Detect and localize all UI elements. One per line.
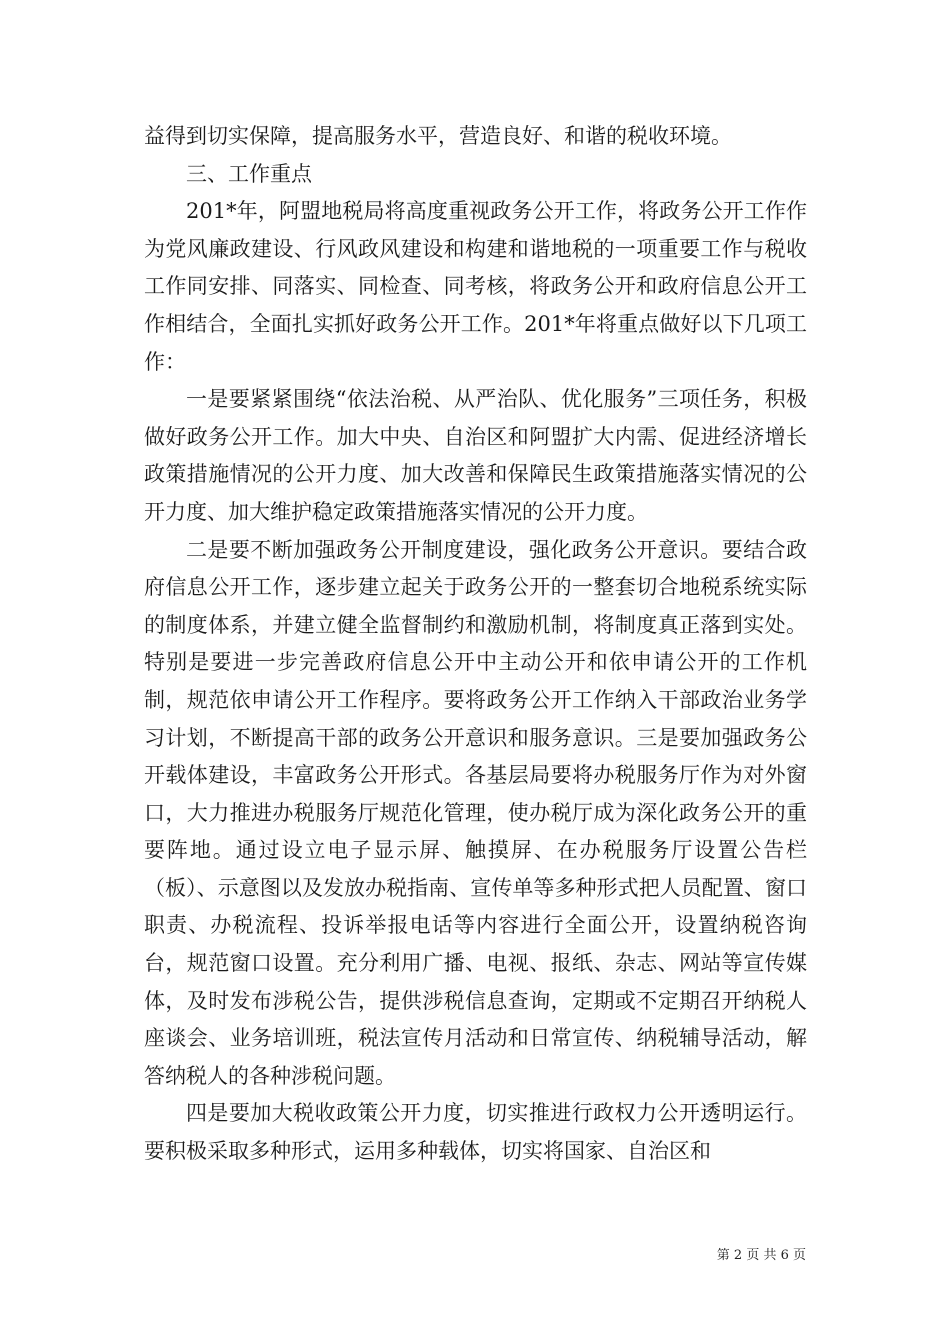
- paragraph-item-one: 一是要紧紧围绕“依法治税、从严治队、优化服务”三项任务，积极做好政务公开工作。加大中央、自治区和阿盟扩大内需、促进经济增长政策措施情况的公开力度、加大改善和保障民生政策措施落实情况的公开力度、加大维护稳定政策措施落实情况的公开力度。: [144, 387, 807, 524]
- paragraph-intro: 201*年，阿盟地税局将高度重视政务公开工作，将政务公开工作作为党风廉政建设、行风政风建设和构建和谐地税的一项重要工作与税收工作同安排、同落实、同检查、同考核，将政务公开和政府信息公开工作相结合，全面扎实抓好政务公开工作。201*年将重点做好以下几项工作：: [144, 199, 807, 374]
- paragraph-continuation: 益得到切实保障，提高服务水平，营造良好、和谐的税收环境。: [144, 124, 732, 148]
- page-number: 第 2 页 共 6 页: [716, 1248, 806, 1263]
- paragraph-item-two: 二是要不断加强政务公开制度建设，强化政务公开意识。要结合政府信息公开工作，逐步建立起关于政务公开的一整套切合地税系统实际的制度体系，并建立健全监督制约和激励机制，将制度真正落到实处。特别是要进一步完善政府信息公开中主动公开和依申请公开的工作机制，规范依申请公开工作程序。要将政务公开工作纳入干部政治业务学习计划，不断提高干部的政务公开意识和服务意识。三是要加强政务公开载体建设，丰富政务公开形式。各基层局要将办税服务厅作为对外窗口，大力推进办税服务厅规范化管理，使办税厅成为深化政务公开的重要阵地。通过设立电子显示屏、触摸屏、在办税服务厅设置公告栏（板）、示意图以及发放办税指南、宣传单等多种形式把人员配置、窗口职责、办税流程、投诉举报电话等内容进行全面公开，设置纳税咨询台，规范窗口设置。充分利用广播、电视、报纸、杂志、网站等宣传媒体，及时发布涉税公告，提供涉税信息查询，定期或不定期召开纳税人座谈会、业务培训班，税法宣传月活动和日常宣传、纳税辅导活动，解答纳税人的各种涉税问题。: [144, 537, 807, 1088]
- document-body: [144, 118, 807, 1171]
- paragraph-item-four: 四是要加大税收政策公开力度，切实推进行政权力公开透明运行。要积极采取多种形式，运用多种载体，切实将国家、自治区和: [144, 1101, 807, 1164]
- section-heading: 三、工作重点: [186, 161, 312, 186]
